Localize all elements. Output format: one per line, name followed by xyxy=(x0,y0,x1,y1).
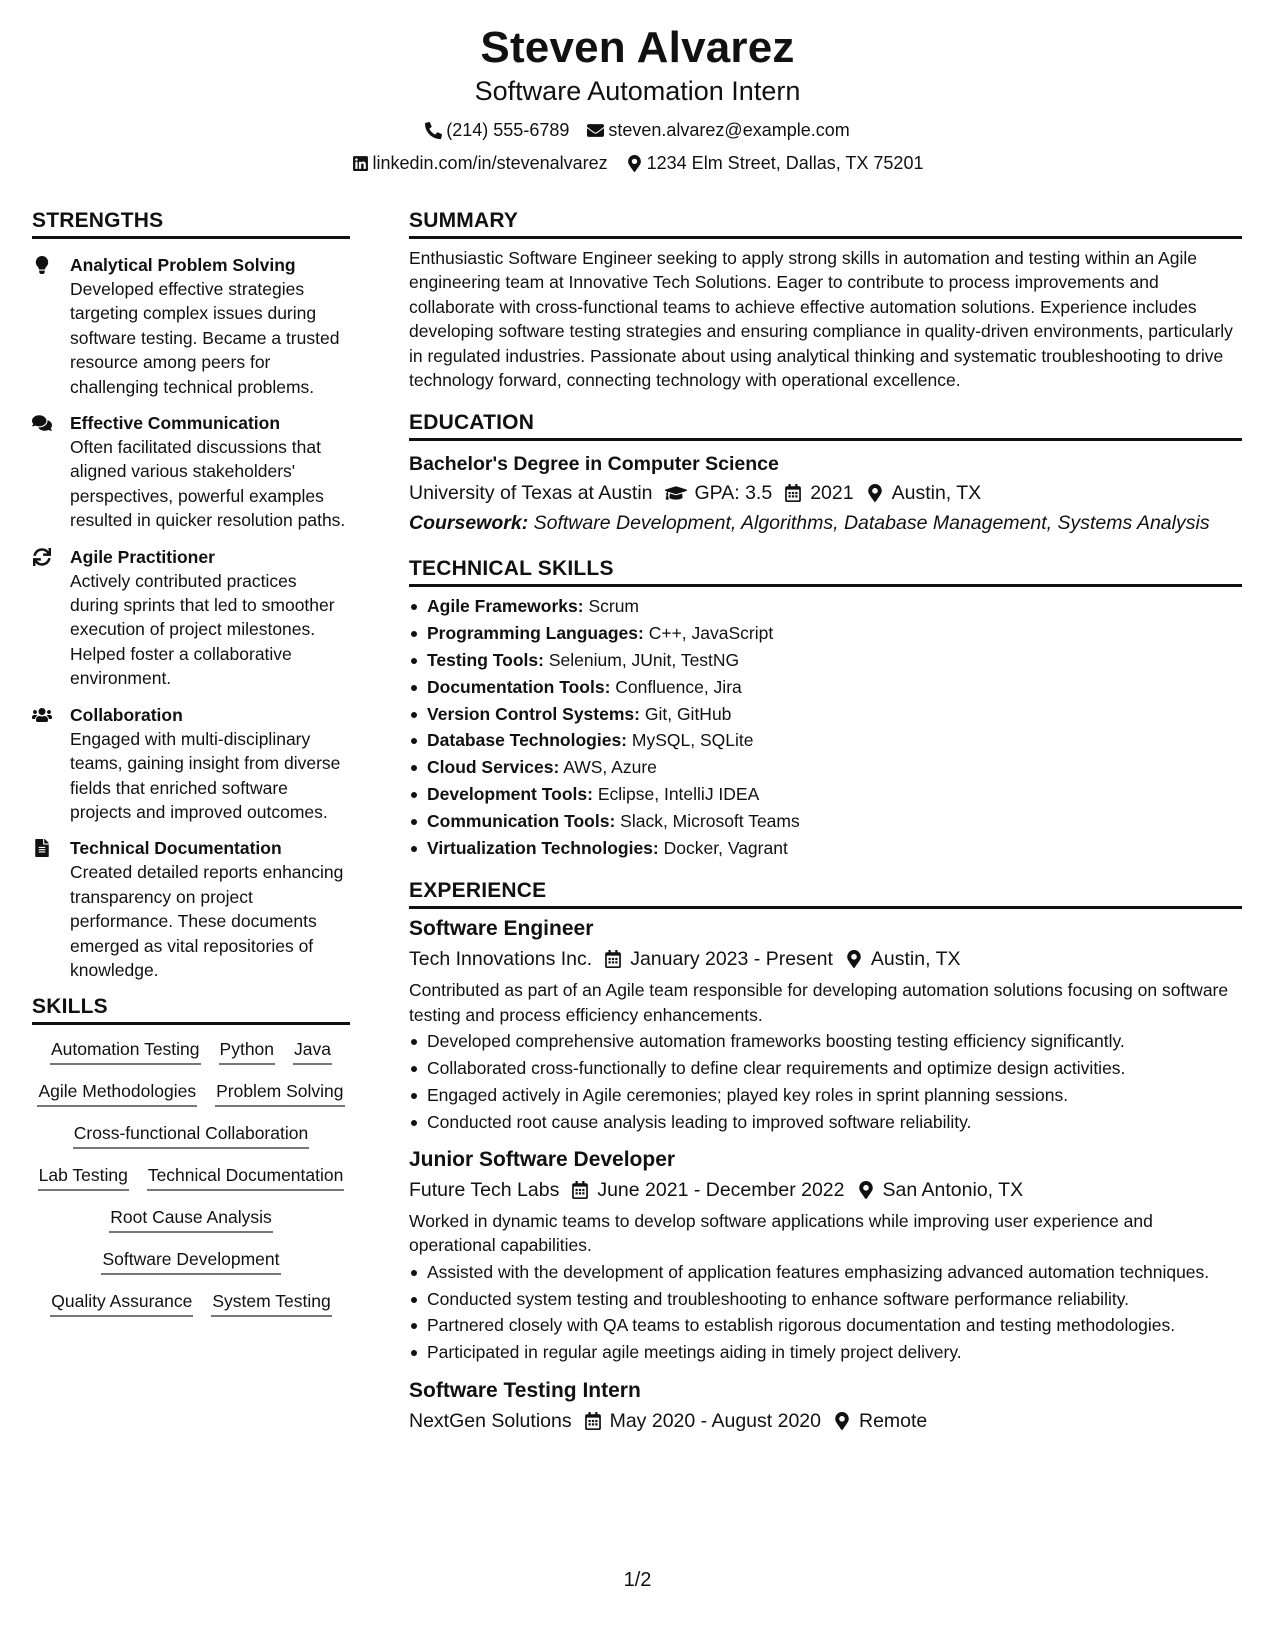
strength-description: Engaged with multi-disciplinary teams, gaining insight from diverse fields that enriched software projects and improved outcomes. xyxy=(70,728,341,822)
coursework-label: Coursework: xyxy=(409,512,529,535)
strength-title: Technical Documentation xyxy=(70,838,282,859)
map-marker-icon xyxy=(845,950,863,968)
skill-tag: Software Development xyxy=(101,1247,280,1275)
company-name: NextGen Solutions xyxy=(409,1409,572,1432)
technical-skill-item: Documentation Tools: Confluence, Jira xyxy=(409,674,1242,701)
technical-skills-section xyxy=(409,556,1242,861)
education-heading: EDUCATION xyxy=(409,410,1242,441)
skill-tag: Python xyxy=(219,1037,275,1065)
strength-item xyxy=(32,411,350,533)
technical-skill-item: Programming Languages: C++, JavaScript xyxy=(409,620,1242,647)
skill-tag: Cross-functional Collaboration xyxy=(73,1121,309,1149)
calendar-icon xyxy=(784,484,802,502)
company-name: Future Tech Labs xyxy=(409,1179,560,1202)
job-dates: May 2020 - August 2020 xyxy=(584,1408,821,1434)
candidate-name: Steven Alvarez xyxy=(480,23,795,72)
linkedin-icon xyxy=(352,155,369,172)
resume-header xyxy=(0,22,1275,174)
strength-item xyxy=(32,836,350,982)
technical-skill-item: Virtualization Technologies: Docker, Vagrant xyxy=(409,835,1242,862)
calendar-icon xyxy=(584,1412,602,1430)
skill-tag: Root Cause Analysis xyxy=(109,1205,272,1233)
job-entry xyxy=(409,1146,1242,1365)
job-entry xyxy=(409,1377,1242,1434)
skill-tag: Automation Testing xyxy=(50,1037,201,1065)
linkedin-contact[interactable] xyxy=(352,152,608,174)
job-role: Junior Software Developer xyxy=(409,1148,676,1172)
job-bullets xyxy=(409,1260,1242,1365)
job-bullet: Partnered closely with QA teams to establish rigorous documentation and testing methodologies. xyxy=(409,1313,1242,1337)
map-marker-icon xyxy=(833,1412,851,1430)
education-section xyxy=(409,410,1242,536)
skill-tag: Agile Methodologies xyxy=(37,1079,197,1107)
job-bullet: Conducted root cause analysis leading to improved software reliability. xyxy=(409,1110,1242,1134)
contact-row-primary xyxy=(0,119,1275,141)
job-meta xyxy=(409,1408,1242,1434)
skill-tag: Problem Solving xyxy=(215,1079,344,1107)
job-bullet: Collaborated cross-functionally to define clear requirements and optimize design activities. xyxy=(409,1056,1242,1080)
envelope-icon xyxy=(587,122,604,139)
users-icon xyxy=(32,706,52,724)
summary-section xyxy=(409,208,1242,392)
lightbulb-icon xyxy=(32,256,52,274)
address-text: 1234 Elm Street, Dallas, TX 75201 xyxy=(646,153,924,173)
skill-tag: Quality Assurance xyxy=(50,1289,193,1317)
experience-heading: EXPERIENCE xyxy=(409,878,1242,909)
summary-text: Enthusiastic Software Engineer seeking to apply strong skills in automation and testing within an Agile engineering team at Innovative Tech Solutions. Eager to contribute to process improvements and collaborate with cross-functional teams to achieve effective automation solutions. Experience includes developing software testing strategies and ensuring compliance in quality-driven environments, particularly in regulated industries. Passionate about using analytical thinking and systematic troubleshooting to drive technology forward, connecting technology with operational excellence. xyxy=(409,248,1233,391)
strength-title: Agile Practitioner xyxy=(70,546,215,567)
address-contact xyxy=(626,152,924,174)
email-text: steven.alvarez@example.com xyxy=(608,120,850,140)
job-bullet: Participated in regular agile meetings aiding in timely project delivery. xyxy=(409,1340,1242,1364)
school-name: University of Texas at Austin xyxy=(409,482,653,505)
job-description: Worked in dynamic teams to develop software applications while improving user experience and operational capabilities. xyxy=(409,1211,1153,1256)
calendar-icon xyxy=(571,1181,589,1199)
contact-row-secondary xyxy=(0,152,1275,174)
job-bullets xyxy=(409,1029,1242,1134)
skills-section xyxy=(32,994,350,1317)
technical-skills-list xyxy=(409,593,1242,861)
comments-icon xyxy=(32,414,52,432)
job-entry xyxy=(409,915,1242,1134)
technical-skill-item: Cloud Services: AWS, Azure xyxy=(409,754,1242,781)
education-meta xyxy=(409,480,1242,506)
summary-heading: SUMMARY xyxy=(409,208,1242,239)
strength-title: Collaboration xyxy=(70,704,183,725)
graduation-cap-icon xyxy=(665,484,687,502)
phone-contact[interactable] xyxy=(425,119,569,141)
technical-skill-item: Agile Frameworks: Scrum xyxy=(409,593,1242,620)
strength-item xyxy=(32,545,350,691)
strengths-heading: STRENGTHS xyxy=(32,208,350,239)
skills-heading: SKILLS xyxy=(32,994,350,1025)
job-location: Austin, TX xyxy=(845,946,961,972)
skills-list xyxy=(32,1037,350,1317)
job-dates: June 2021 - December 2022 xyxy=(571,1177,844,1203)
strength-description: Developed effective strategies targeting complex issues during software testing. Became a trusted resource among peers for challenging technical problems. xyxy=(70,279,340,397)
job-location: San Antonio, TX xyxy=(857,1177,1024,1203)
degree-title: Bachelor's Degree in Computer Science xyxy=(409,453,779,476)
skill-tag: Java xyxy=(293,1037,332,1065)
strengths-section xyxy=(32,208,350,982)
strength-description: Often facilitated discussions that aligned various stakeholders' perspectives, powerful examples resulted in quicker resolution paths. xyxy=(70,437,346,531)
job-role: Software Engineer xyxy=(409,917,594,941)
job-dates: January 2023 - Present xyxy=(604,946,833,972)
job-bullet: Conducted system testing and troubleshooting to enhance software performance reliability. xyxy=(409,1287,1242,1311)
map-marker-icon xyxy=(866,484,884,502)
coursework xyxy=(409,510,1242,536)
phone-icon xyxy=(425,122,442,139)
job-meta xyxy=(409,946,1242,972)
map-marker-icon xyxy=(626,155,643,172)
job-meta xyxy=(409,1177,1242,1203)
phone-text: (214) 555-6789 xyxy=(446,120,570,140)
strength-item xyxy=(32,703,350,825)
job-bullet: Engaged actively in Agile ceremonies; played key roles in sprint planning sessions. xyxy=(409,1083,1242,1107)
job-bullet: Assisted with the development of application features emphasizing advanced automation techniques. xyxy=(409,1260,1242,1284)
experience-section xyxy=(409,878,1242,1433)
strengths-list xyxy=(32,253,350,982)
map-marker-icon xyxy=(857,1181,875,1199)
strength-title: Analytical Problem Solving xyxy=(70,255,296,275)
job-bullet: Developed comprehensive automation frameworks boosting testing efficiency significantly. xyxy=(409,1029,1242,1053)
company-name: Tech Innovations Inc. xyxy=(409,948,593,971)
job-location: Remote xyxy=(833,1408,927,1434)
strength-description: Created detailed reports enhancing transparency on project performance. These documents emerged as vital repositories of knowledge. xyxy=(70,862,344,980)
sync-icon xyxy=(32,548,52,566)
email-contact[interactable] xyxy=(587,119,849,141)
technical-skills-heading: TECHNICAL SKILLS xyxy=(409,556,1242,587)
strength-title: Effective Communication xyxy=(70,413,281,434)
strength-item xyxy=(32,253,350,399)
job-role: Software Testing Intern xyxy=(409,1378,641,1402)
skill-tag: System Testing xyxy=(211,1289,331,1317)
technical-skill-item: Database Technologies: MySQL, SQLite xyxy=(409,727,1242,754)
technical-skill-item: Communication Tools: Slack, Microsoft Teams xyxy=(409,808,1242,835)
skill-tag: Lab Testing xyxy=(38,1163,129,1191)
technical-skill-item: Testing Tools: Selenium, JUnit, TestNG xyxy=(409,647,1242,674)
skill-tag: Technical Documentation xyxy=(147,1163,345,1191)
technical-skill-item: Version Control Systems: Git, GitHub xyxy=(409,701,1242,728)
linkedin-text: linkedin.com/in/stevenalvarez xyxy=(372,153,608,173)
coursework-list: Software Development, Algorithms, Database Management, Systems Analysis xyxy=(533,512,1210,535)
page-number: 1/2 xyxy=(623,1569,652,1591)
left-column xyxy=(32,208,350,1317)
file-icon xyxy=(32,839,52,857)
graduation-year: 2021 xyxy=(784,480,853,506)
strength-description: Actively contributed practices during sprints that led to smoother execution of project milestones. Helped foster a collaborative environment. xyxy=(70,570,335,689)
technical-skill-item: Development Tools: Eclipse, IntelliJ IDEA xyxy=(409,781,1242,808)
calendar-icon xyxy=(604,950,622,968)
education-location: Austin, TX xyxy=(866,480,982,506)
right-column xyxy=(409,208,1242,1434)
job-description: Contributed as part of an Agile team responsible for developing automation solutions focusing on software testing and process efficiency enhancements. xyxy=(409,980,1229,1025)
candidate-title: Software Automation Intern xyxy=(474,76,801,106)
gpa: GPA: 3.5 xyxy=(665,480,773,506)
